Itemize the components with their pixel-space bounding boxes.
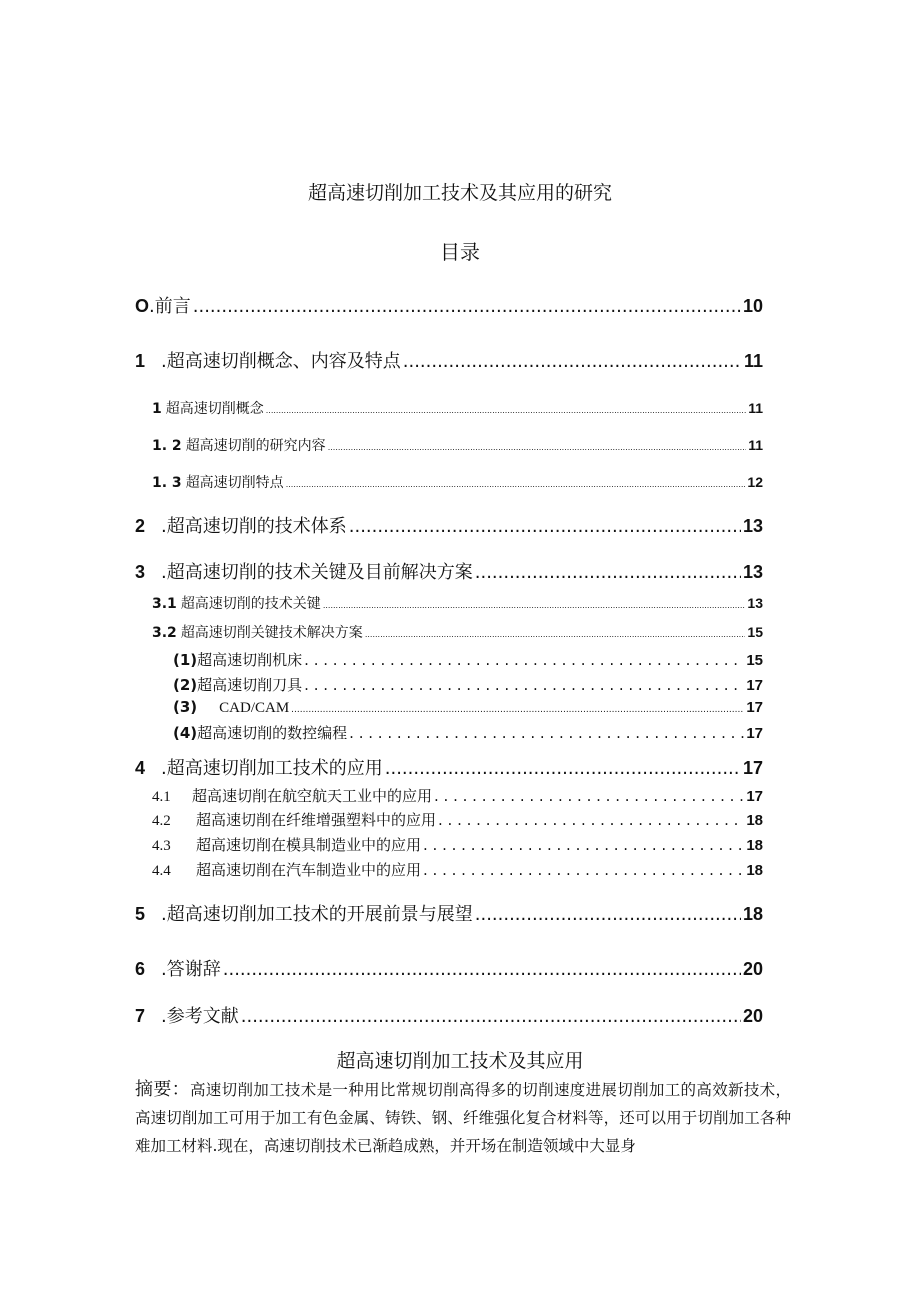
toc-entry-number: 1. 2 — [152, 438, 182, 454]
toc-leader-dots — [223, 959, 741, 980]
toc-entry[interactable] — [135, 754, 763, 780]
toc-entry-label: CAD/CAM — [219, 700, 290, 716]
toc-leader-dots — [193, 296, 741, 317]
toc-entry-label: .超高速切削概念、内容及特点 — [161, 351, 401, 372]
toc-entry[interactable] — [152, 435, 763, 455]
toc-entry[interactable] — [135, 347, 763, 373]
toc-entry[interactable] — [135, 1002, 763, 1028]
toc-entry-number: 2 — [135, 516, 146, 536]
abstract-text: 高速切削加工技术是一种用比常规切削高得多的切削速度进展切削加工的高效新技术，高速切削加工可用于加工有色金属、铸铁、钢、纤维强化复合材料等，还可以用于切削加工各种难加工材料.现在，高速切削技术已渐趋成熟，并开场在制造领域中大显身 — [135, 1081, 791, 1155]
toc-leader-dots — [304, 651, 744, 669]
toc-entry-number: 4.3 — [152, 838, 171, 854]
toc-entry[interactable] — [135, 955, 763, 981]
toc-entry[interactable] — [152, 859, 763, 880]
toc-entry-page: 13 — [742, 562, 763, 582]
toc-entry-page: 15 — [746, 652, 763, 669]
toc-entry-label: 超高速切削刀具 — [197, 676, 303, 694]
toc-entry[interactable] — [152, 593, 763, 613]
toc-entry-label: .前言 — [149, 296, 191, 317]
toc-leader-dots — [349, 516, 741, 537]
toc-entry-label: 超高速切削的技术关键 — [180, 596, 321, 612]
toc-entry-label: 超高速切削概念 — [165, 401, 264, 417]
toc-entry-page: 11 — [748, 400, 763, 416]
toc-entry-page: 17 — [746, 677, 763, 694]
toc-entry[interactable] — [152, 809, 763, 830]
toc-entry[interactable] — [173, 722, 763, 743]
toc-entry-number: 3.2 — [152, 625, 177, 641]
toc-entry-label: .超高速切削加工技术的应用 — [161, 758, 383, 779]
toc-leader-dots — [365, 630, 746, 639]
toc-entry-number: 1. 3 — [152, 475, 182, 491]
toc-entry-number: (4) — [173, 724, 198, 742]
toc-leader-dots — [266, 406, 746, 415]
toc-entry[interactable] — [152, 622, 763, 642]
toc-leader-dots — [434, 787, 744, 805]
toc-entry-page: 11 — [748, 437, 763, 453]
toc-entry-number: 3.1 — [152, 596, 177, 612]
toc-entry[interactable] — [135, 512, 763, 538]
toc-entry-label: 超高速切削关键技术解决方案 — [180, 625, 363, 641]
toc-entry-page: 10 — [742, 296, 763, 316]
toc-entry-label: 超高速切削在航空航天工业中的应用 — [192, 787, 433, 805]
abstract-title: 超高速切削加工技术及其应用 — [336, 1050, 584, 1072]
toc-entry-page: 17 — [746, 725, 763, 742]
toc-entry-page: 20 — [742, 959, 763, 979]
toc-heading: 目录 — [440, 240, 480, 264]
toc-entry-label: 超高速切削机床 — [197, 651, 303, 669]
toc-leader-dots — [385, 758, 741, 779]
toc-entry-page: 18 — [746, 837, 763, 854]
toc-entry-page: 12 — [747, 474, 763, 490]
toc-entry-page: 13 — [747, 595, 763, 611]
toc-entry-page: 18 — [746, 812, 763, 829]
toc-entry-number: (1) — [173, 651, 198, 669]
toc-entry-page: 17 — [742, 758, 763, 778]
toc-entry-page: 11 — [743, 351, 763, 371]
toc-entry-label: 超高速切削在模具制造业中的应用 — [196, 836, 422, 854]
toc-leader-dots — [403, 351, 742, 372]
toc-entry[interactable] — [135, 292, 763, 318]
toc-entry-page: 15 — [747, 624, 763, 640]
toc-entry-number: 4.4 — [152, 863, 171, 879]
toc-entry[interactable] — [173, 698, 763, 717]
toc-entry-label: .超高速切削加工技术的开展前景与展望 — [161, 904, 473, 925]
toc-entry-number: 6 — [135, 959, 146, 979]
toc-entry-label: .答谢辞 — [161, 959, 221, 980]
toc-entry-number: 4 — [135, 758, 146, 778]
toc-entry-page: 20 — [742, 1006, 763, 1026]
toc-entry-label: 超高速切削在汽车制造业中的应用 — [196, 861, 422, 879]
toc-entry-number: 5 — [135, 904, 146, 924]
toc-entry-page: 13 — [742, 516, 763, 536]
toc-entry[interactable] — [135, 558, 763, 584]
toc-entry[interactable] — [152, 834, 763, 855]
toc-entry-label: .超高速切削的技术体系 — [161, 516, 347, 537]
toc-leader-dots — [423, 836, 744, 854]
toc-leader-dots — [349, 724, 744, 742]
toc-entry-label: 超高速切削在纤维增强塑料中的应用 — [196, 811, 437, 829]
toc-entry-label: 超高速切削的数控编程 — [197, 724, 348, 742]
toc-entry[interactable] — [152, 472, 763, 492]
toc-entry-number: O — [135, 296, 150, 316]
toc-entry-label: 超高速切削特点 — [185, 475, 284, 491]
toc-entry[interactable] — [152, 398, 763, 418]
toc-entry-number: 1 — [135, 351, 146, 371]
toc-entry[interactable] — [152, 785, 763, 806]
document-title: 超高速切削加工技术及其应用的研究 — [307, 182, 612, 204]
toc-leader-dots — [286, 480, 746, 489]
toc-leader-dots — [423, 861, 744, 879]
toc-entry-number: 1 — [152, 401, 162, 417]
toc-entry-number: 4.2 — [152, 813, 171, 829]
toc-leader-dots — [328, 443, 747, 452]
toc-entry[interactable] — [173, 649, 763, 670]
toc-entry[interactable] — [173, 674, 763, 695]
abstract-paragraph — [135, 1076, 791, 1160]
toc-entry-page: 18 — [746, 862, 763, 879]
toc-leader-dots — [475, 562, 741, 583]
toc-entry-number: (2) — [173, 676, 198, 694]
toc-leader-dots — [475, 904, 741, 925]
toc-leader-dots — [323, 601, 746, 610]
toc-entry-page: 18 — [742, 904, 763, 924]
toc-leader-dots — [291, 705, 744, 715]
toc-leader-dots — [304, 676, 744, 694]
toc-entry-number: 7 — [135, 1006, 146, 1026]
toc-entry-page: 17 — [746, 699, 763, 716]
toc-entry-label: .超高速切削的技术关键及目前解决方案 — [161, 562, 473, 583]
toc-entry-number: 3 — [135, 562, 146, 582]
toc-entry-label: .参考文献 — [161, 1006, 239, 1027]
toc-leader-dots — [438, 811, 744, 829]
toc-entry-label: 超高速切削的研究内容 — [185, 438, 326, 454]
abstract-label: 摘要： — [135, 1079, 190, 1100]
toc-entry[interactable] — [135, 900, 763, 926]
toc-entry-page: 17 — [746, 788, 763, 805]
toc-entry-number: (3) — [173, 698, 198, 716]
toc-entry-number: 4.1 — [152, 789, 171, 805]
toc-leader-dots — [241, 1006, 741, 1027]
